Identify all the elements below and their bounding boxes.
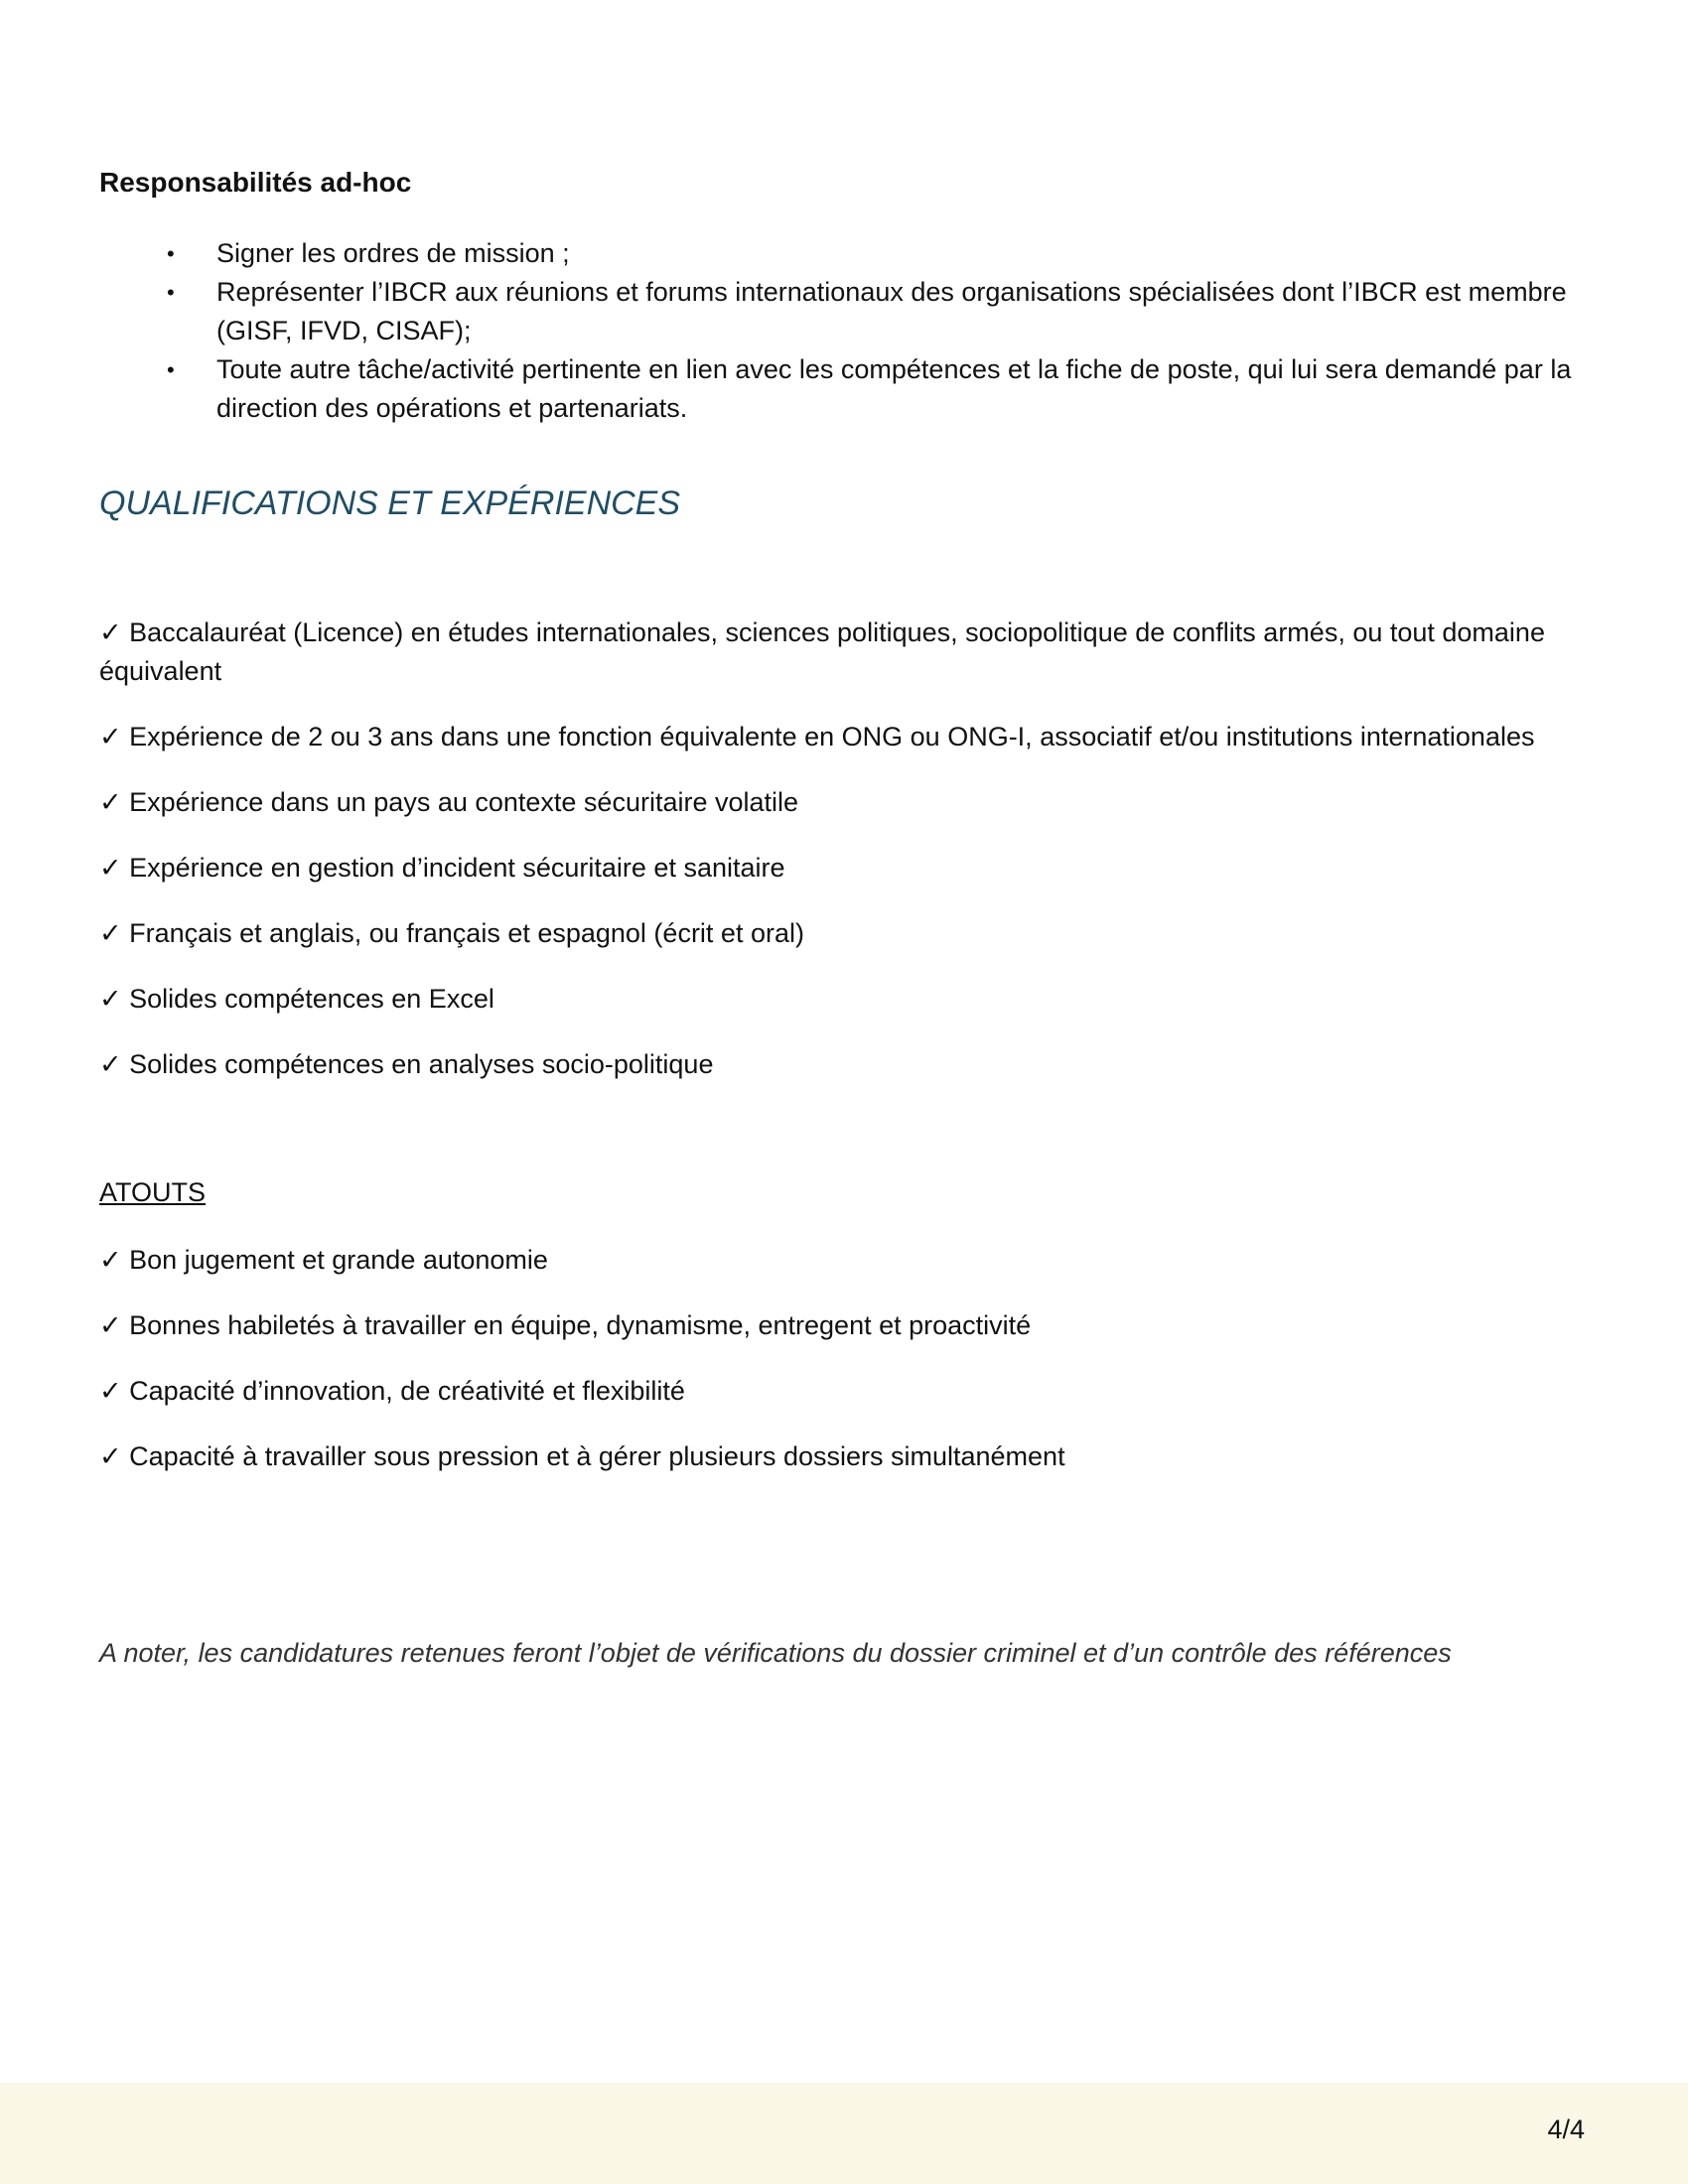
page-number: 4/4 — [1547, 2115, 1585, 2144]
qualification-item: ✓ Solides compétences en Excel — [99, 984, 494, 1014]
qualifications-title: QUALIFICATIONS ET EXPÉRIENCES — [99, 484, 681, 522]
list-item — [99, 234, 1609, 273]
qualification-item: ✓ Français et anglais, ou français et espagnol (écrit et oral) — [99, 918, 804, 948]
list-item — [99, 273, 1609, 350]
atout-item: ✓ Capacité d’innovation, de créativité et flexibilité — [99, 1376, 685, 1406]
qualifications-list — [99, 614, 1609, 1111]
adhoc-heading: Responsabilités ad-hoc — [99, 167, 412, 198]
bullet-icon: • — [167, 280, 175, 305]
list-item-text: Signer les ordres de mission ; — [216, 238, 570, 268]
atouts-heading: ATOUTS — [99, 1177, 207, 1207]
bullet-icon: • — [167, 241, 175, 266]
atout-item: ✓ Capacité à travailler sous pression et à gérer plusieurs dossiers simultanément — [99, 1441, 1065, 1471]
list-item-text: Toute autre tâche/activité pertinente en lien avec les compétences et la fiche de poste, qui lui sera demandé par la direction des opérations et partenariats. — [216, 354, 1572, 423]
qualification-item: ✓ Expérience en gestion d’incident sécuritaire et sanitaire — [99, 853, 785, 883]
background-check-note: A noter, les candidatures retenues feront l’objet de vérifications du dossier criminel et d’un contrôle des références — [99, 1638, 1452, 1668]
qualification-item: ✓ Expérience dans un pays au contexte sécuritaire volatile — [99, 787, 799, 817]
list-item-text: Représenter l’IBCR aux réunions et forums internationaux des organisations spécialisées dont l’IBCR est membre (GISF, IFVD, CISAF); — [216, 277, 1567, 345]
qualification-item: ✓ Expérience de 2 ou 3 ans dans une fonction équivalente en ONG ou ONG-I, associatif et/ou institutions internationales — [99, 722, 1535, 751]
adhoc-bullet-list — [99, 234, 1609, 428]
qualification-item: ✓ Baccalauréat (Licence) en études internationales, sciences politiques, sociopolitique de conflits armés, ou tout domaine équivalent — [99, 617, 1545, 686]
atout-item: ✓ Bon jugement et grande autonomie — [99, 1245, 548, 1275]
qualification-item: ✓ Solides compétences en analyses socio-politique — [99, 1049, 714, 1079]
page-footer — [0, 2083, 1688, 2184]
bullet-icon: • — [167, 357, 175, 382]
list-item — [99, 350, 1609, 428]
atouts-list — [99, 1241, 1609, 1503]
atout-item: ✓ Bonnes habiletés à travailler en équipe, dynamisme, entregent et proactivité — [99, 1310, 1032, 1340]
